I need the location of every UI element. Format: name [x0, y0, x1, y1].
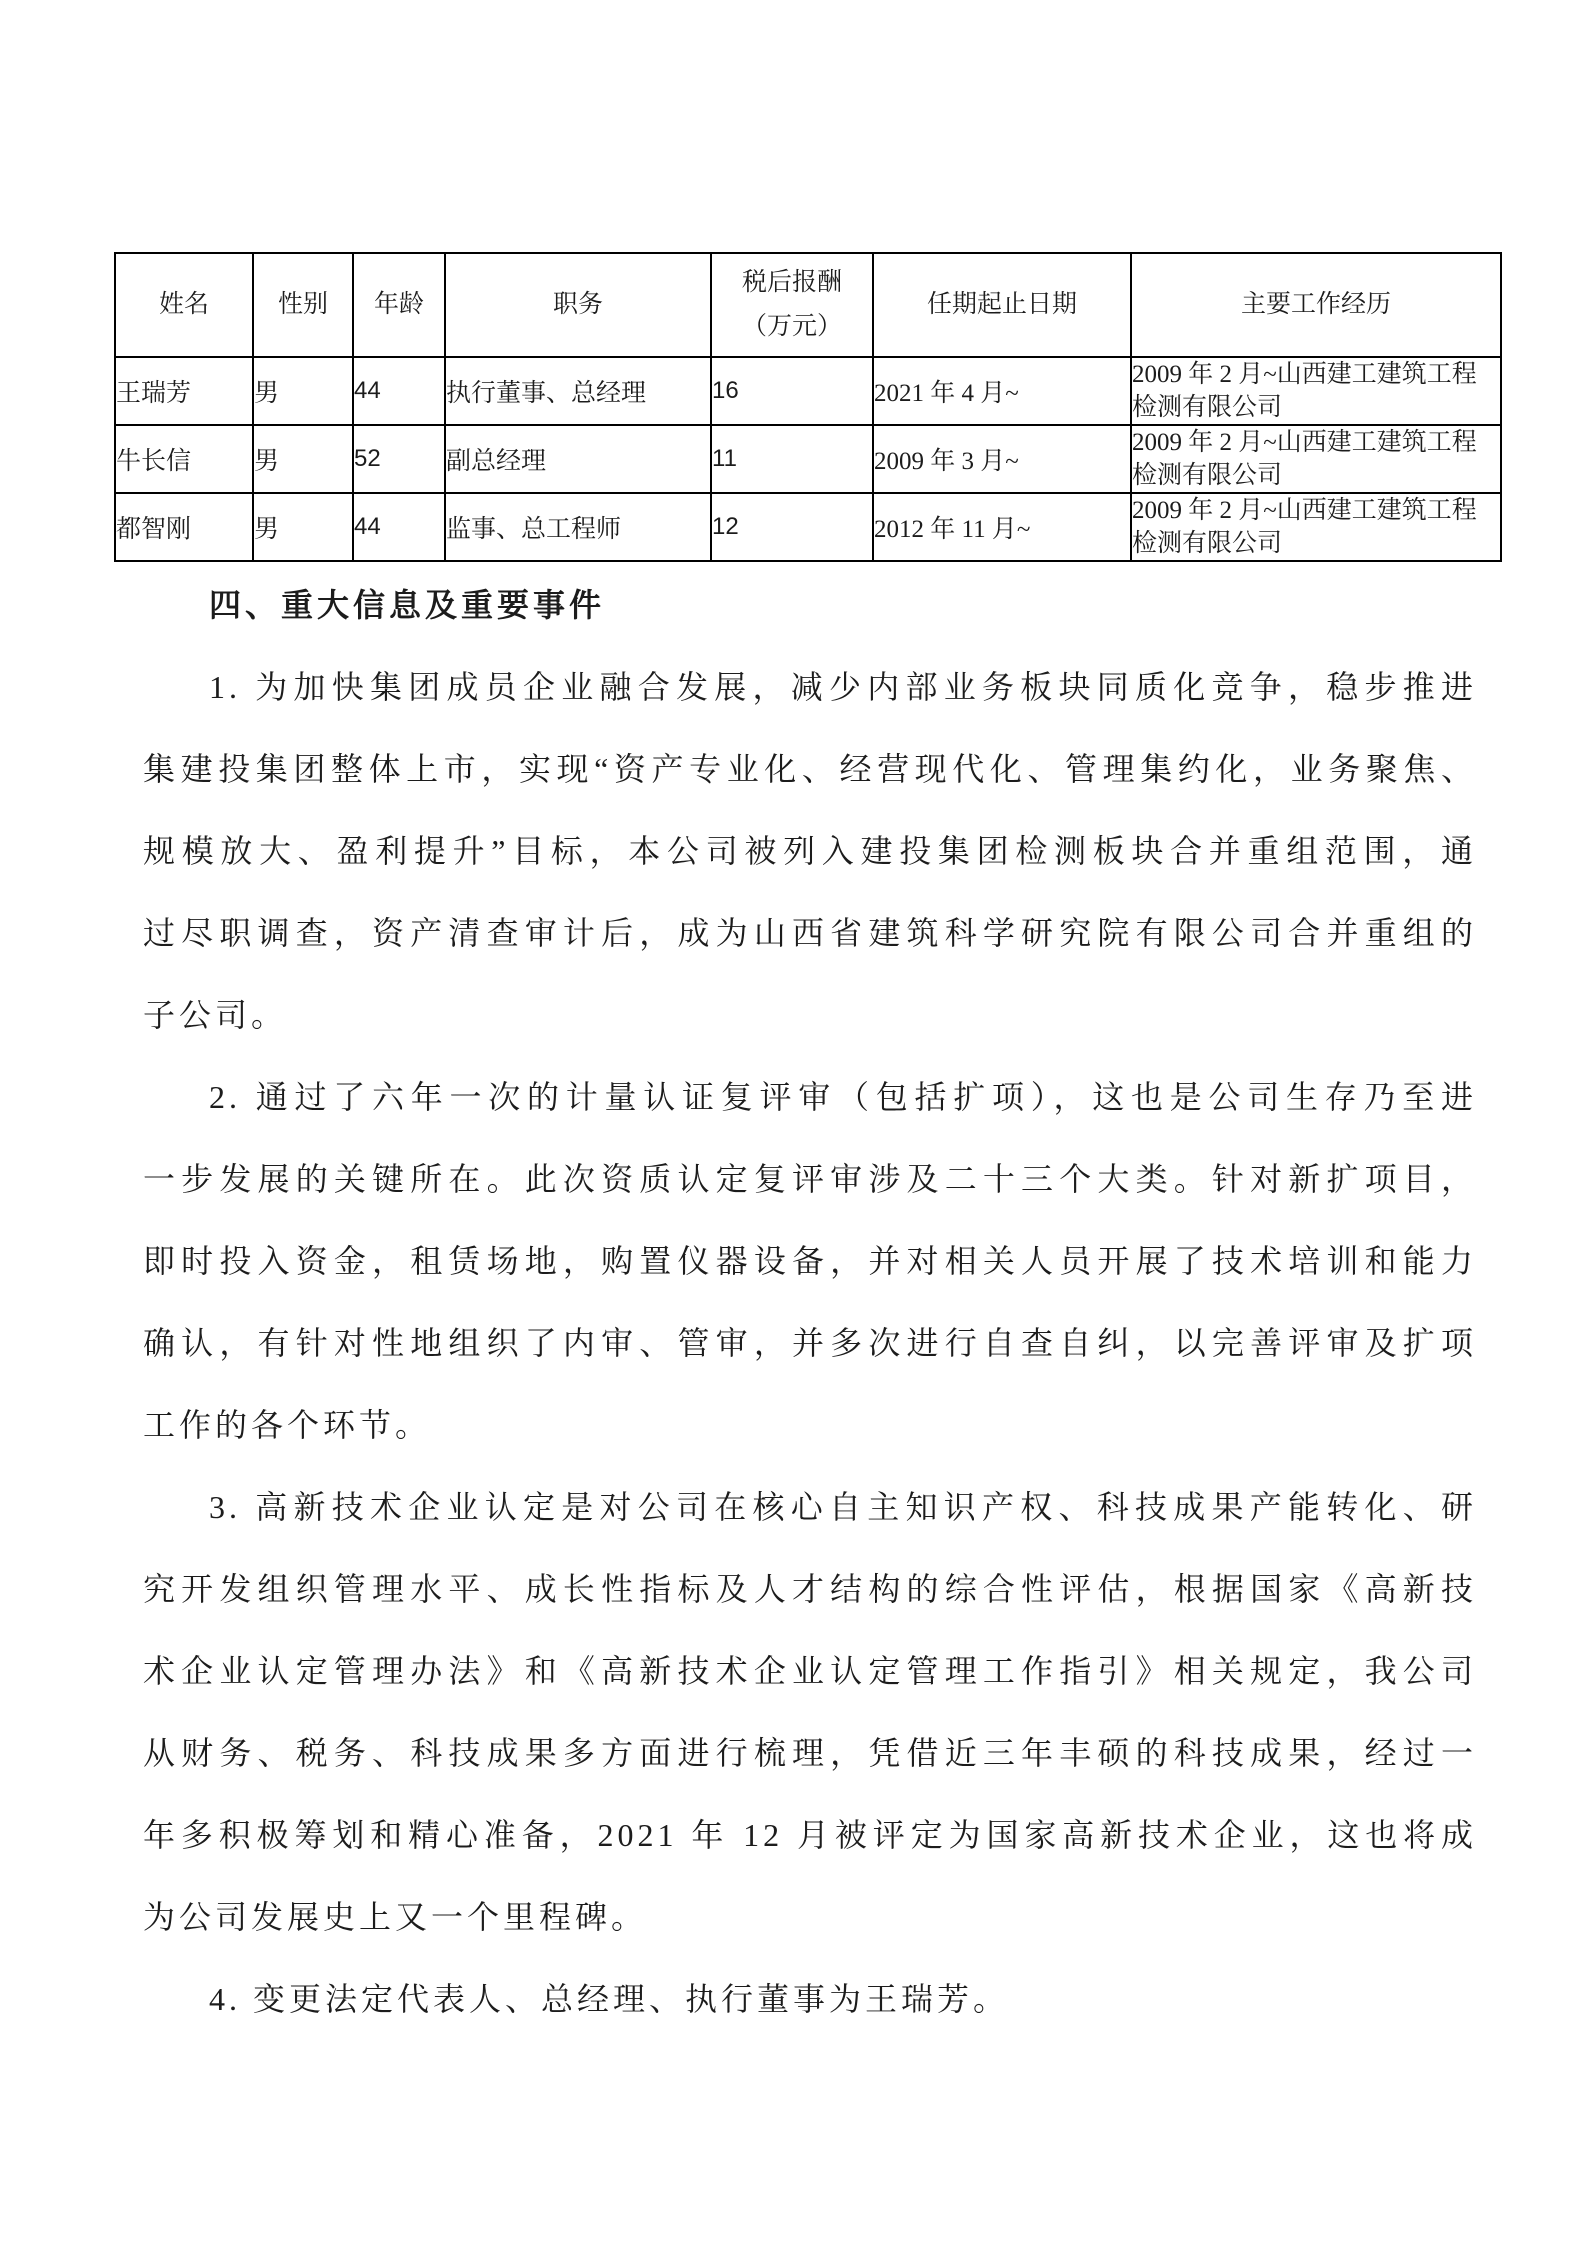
cell-position: 副总经理: [445, 425, 711, 493]
paragraph-line: 1. 为加快集团成员企业融合发展，减少内部业务板块同质化竞争，稳步推进: [209, 669, 1477, 705]
paragraph-line: 为公司发展史上又一个里程碑。: [143, 1899, 648, 1935]
cell-age: 44: [353, 357, 445, 425]
cell-term: 2021 年 4 月~: [873, 357, 1131, 425]
cell-position: 监事、总工程师: [445, 493, 711, 561]
table-row: [115, 493, 1501, 561]
cell-experience: 2009 年 2 月~山西建工建筑工程检测有限公司: [1131, 493, 1501, 561]
header-age: 年龄: [353, 253, 445, 357]
cell-salary: 12: [711, 493, 873, 561]
body-text-block: [143, 564, 1477, 2040]
executives-table: [114, 252, 1502, 562]
paragraph-line: 子公司。: [143, 997, 288, 1033]
header-salary-line1: 税后报酬: [741, 269, 842, 296]
header-salary-line2: （万元）: [741, 313, 842, 340]
cell-name: 牛长信: [115, 425, 253, 493]
cell-salary: 16: [711, 357, 873, 425]
cell-gender: 男: [253, 357, 353, 425]
cell-name: 王瑞芳: [115, 357, 253, 425]
paragraph-line: 工作的各个环节。: [143, 1407, 432, 1443]
cell-age: 52: [353, 425, 445, 493]
paragraph-line: 4. 变更法定代表人、总经理、执行董事为王瑞芳。: [209, 1981, 1010, 2017]
paragraph-line: 从财务、税务、科技成果多方面进行梳理，凭借近三年丰硕的科技成果，经过一: [143, 1735, 1477, 1771]
cell-experience: 2009 年 2 月~山西建工建筑工程检测有限公司: [1131, 357, 1501, 425]
table-row: [115, 357, 1501, 425]
paragraph-line: 确认，有针对性地组织了内审、管审，并多次进行自查自纠，以完善评审及扩项: [143, 1325, 1477, 1361]
header-position: 职务: [445, 253, 711, 357]
paragraph-line: 术企业认定管理办法》和《高新技术企业认定管理工作指引》相关规定，我公司: [143, 1653, 1477, 1689]
cell-term: 2012 年 11 月~: [873, 493, 1131, 561]
section-heading: 四、重大信息及重要事件: [209, 587, 606, 623]
cell-position: 执行董事、总经理: [445, 357, 711, 425]
header-experience: 主要工作经历: [1131, 253, 1501, 357]
paragraph-line: 集建投集团整体上市，实现“资产专业化、经营现代化、管理集约化，业务聚焦、: [143, 751, 1477, 787]
cell-gender: 男: [253, 425, 353, 493]
cell-gender: 男: [253, 493, 353, 561]
paragraph-line: 2. 通过了六年一次的计量认证复评审（包括扩项），这也是公司生存乃至进: [209, 1079, 1477, 1115]
paragraph-line: 过尽职调查，资产清查审计后，成为山西省建筑科学研究院有限公司合并重组的: [143, 915, 1477, 951]
header-name: 姓名: [115, 253, 253, 357]
table-row: [115, 425, 1501, 493]
paragraph-line: 年多积极筹划和精心准备，2021 年 12 月被评定为国家高新技术企业，这也将成: [143, 1817, 1477, 1853]
paragraph-line: 即时投入资金，租赁场地，购置仪器设备，并对相关人员开展了技术培训和能力: [143, 1243, 1477, 1279]
header-term: 任期起止日期: [873, 253, 1131, 357]
cell-name: 都智刚: [115, 493, 253, 561]
cell-term: 2009 年 3 月~: [873, 425, 1131, 493]
header-salary: [711, 253, 873, 357]
cell-experience: 2009 年 2 月~山西建工建筑工程检测有限公司: [1131, 425, 1501, 493]
paragraph-line: 规模放大、盈利提升”目标，本公司被列入建投集团检测板块合并重组范围，通: [143, 833, 1477, 869]
cell-salary: 11: [711, 425, 873, 493]
cell-age: 44: [353, 493, 445, 561]
table-header-row: [115, 253, 1501, 357]
paragraph-line: 一步发展的关键所在。此次资质认定复评审涉及二十三个大类。针对新扩项目，: [143, 1161, 1477, 1197]
paragraph-line: 究开发组织管理水平、成长性指标及人才结构的综合性评估，根据国家《高新技: [143, 1571, 1477, 1607]
header-gender: 性别: [253, 253, 353, 357]
paragraph-line: 3. 高新技术企业认定是对公司在核心自主知识产权、科技成果产能转化、研: [209, 1489, 1477, 1525]
body-paragraphs: [143, 646, 1477, 2040]
